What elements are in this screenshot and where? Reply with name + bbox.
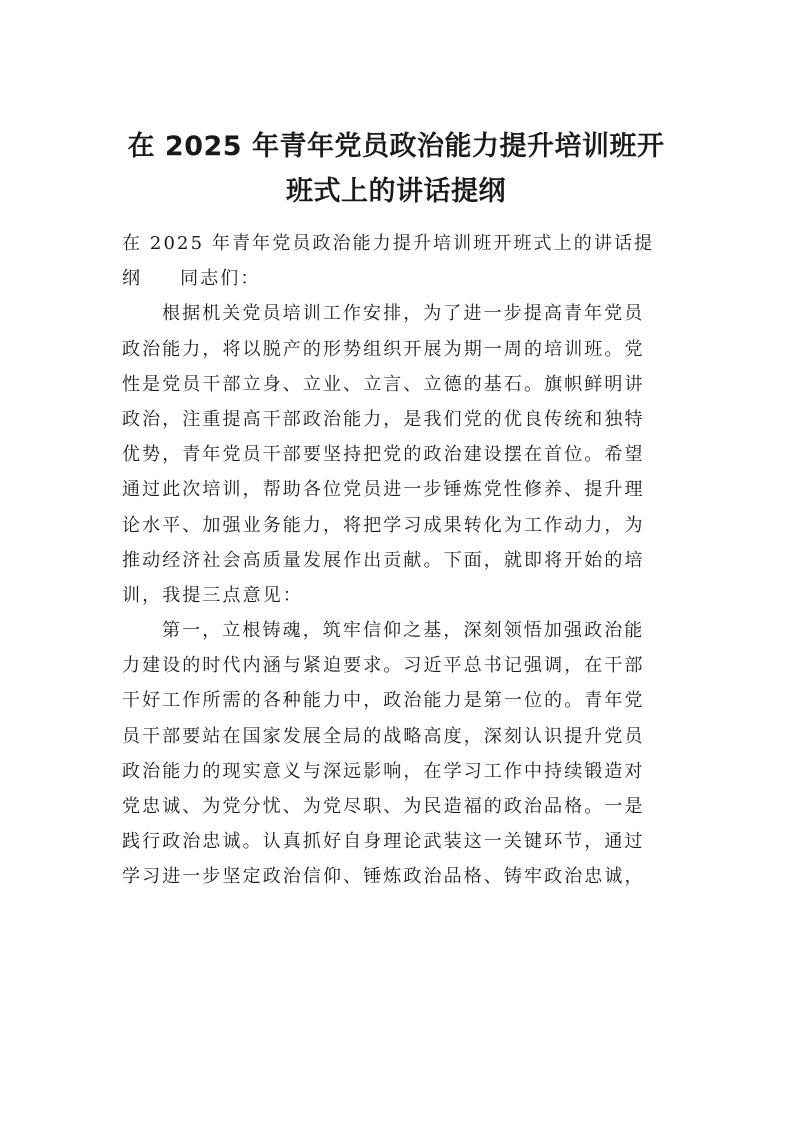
title-line-1: 在 2025 年青年党员政治能力提升培训班开 (127, 131, 665, 162)
heading-line-2-part-a: 纲 (122, 268, 143, 290)
paragraph-line: 通过此次培训，帮助各位党员进一步锤炼党性修养、提升理 (122, 479, 645, 501)
heading-line-2 (122, 261, 674, 296)
paragraph-line: 性是党员干部立身、立业、立言、立德的基石。旗帜鲜明讲 (122, 373, 645, 395)
heading-line-1: 在 2025 年青年党员政治能力提升培训班开班式上的讲话提 (122, 233, 655, 254)
paragraph-line: 学习进一步坚定政治信仰、锤炼政治品格、铸牢政治忠诚， (122, 866, 645, 888)
paragraph-line: 员干部要站在国家发展全局的战略高度，深刻认识提升党员 (122, 725, 645, 747)
paragraph-line: 政治能力的现实意义与深远影响，在学习工作中持续锻造对 (122, 760, 645, 782)
paragraph-line: 第一，立根铸魂，筑牢信仰之基，深刻领悟加强政治能 (162, 620, 645, 642)
paragraph-line: 政治，注重提高干部政治能力，是我们党的优良传统和独特 (122, 408, 645, 430)
paragraph-line: 政治能力，将以脱产的形势组织开展为期一周的培训班。党 (122, 338, 645, 360)
document-title (118, 124, 674, 214)
paragraph-line: 优势，青年党员干部要坚持把党的政治建设摆在首位。希望 (122, 444, 645, 466)
paragraph-line: 践行政治忠诚。认真抓好自身理论武装这一关键环节，通过 (122, 831, 645, 853)
paragraph-line: 推动经济社会高质量发展作出贡献。下面，就即将开始的培 (122, 549, 645, 571)
paragraph-line: 训，我提三点意见： (122, 584, 303, 606)
paragraph-line: 论水平、加强业务能力，将把学习成果转化为工作动力，为 (122, 514, 645, 536)
paragraph-2 (122, 613, 674, 895)
paragraph-line: 力建设的时代内涵与紧迫要求。习近平总书记强调，在干部 (122, 655, 645, 677)
salutation: 同志们： (180, 268, 261, 290)
paragraph-line: 党忠诚、为党分忧、为党尽职、为民造福的政治品格。一是 (122, 796, 645, 817)
paragraph-line: 干好工作所需的各种能力中，政治能力是第一位的。青年党 (122, 690, 645, 712)
document-body (122, 226, 674, 895)
paragraph-1 (122, 296, 674, 613)
paragraph-line: 根据机关党员培训工作安排，为了进一步提高青年党员 (162, 303, 645, 325)
title-line-2: 班式上的讲话提纲 (286, 176, 506, 207)
